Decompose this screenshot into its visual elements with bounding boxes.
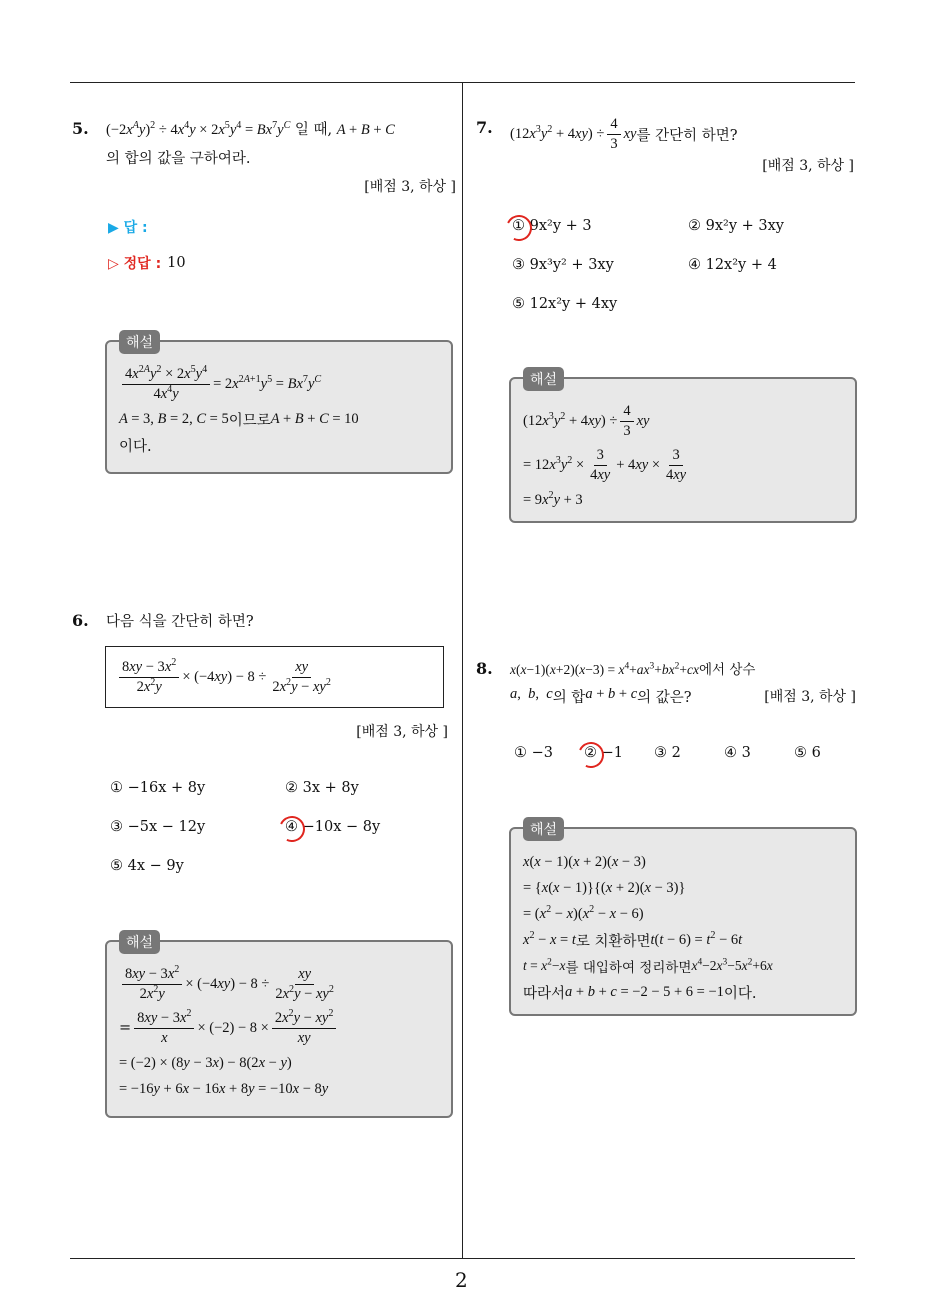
- solution-line: = {x(x − 1)}{(x + 2)(x − 3)}: [523, 879, 686, 896]
- choice-3[interactable]: ③ −5x − 12y: [110, 819, 206, 835]
- choice-3[interactable]: ③ 2: [654, 745, 681, 761]
- choice-2[interactable]: ② 9x²y + 3xy: [688, 218, 784, 234]
- solution-box-8: [509, 822, 857, 1016]
- selected-answer-circle: [502, 211, 535, 244]
- question-text: 다음 식을 간단히 하면?: [106, 614, 254, 630]
- solution-line: = $12x^3y^2$ × $\frac{3}{4xy}$ + 4xy × $\frac{3}{4xy}$: [523, 446, 687, 483]
- choice-4[interactable]: ④ 3: [724, 745, 751, 761]
- correct-label: ▷ 정답 :: [108, 256, 162, 272]
- solution-tag: 해설: [119, 330, 160, 354]
- solution-line: $t = x^2-x$ 를 대입하여 정리하면 $x^4-2x^3-5x^2+6x$: [523, 957, 773, 976]
- question-5: [72, 118, 456, 196]
- solution-line: 따라서 a + b + c = −2 − 5 + 6 = −1 이다.: [523, 983, 757, 1002]
- choice-5[interactable]: ⑤ 4x − 9y: [110, 858, 184, 874]
- choice-4[interactable]: ④ 12x²y + 4: [688, 257, 777, 273]
- score-label: [배점 3, 하상 ]: [364, 179, 456, 195]
- question-text-line2: a, b, c 의 합 a + b + c 의 값은? [배점 3, 하상 ]: [510, 686, 856, 706]
- score-label: [배점 3, 하상 ]: [764, 689, 856, 705]
- solution-tag: 해설: [523, 817, 564, 841]
- selected-answer-circle: [574, 738, 607, 771]
- choice-4[interactable]: ④ −10x − 8y: [285, 819, 381, 835]
- solution-line: 이다.: [119, 438, 152, 455]
- score-label: [배점 3, 하상 ]: [762, 158, 854, 174]
- question-text: 를 간단히 하면?: [636, 128, 738, 144]
- question-8: 8. $x(x-1)(x+2)(x-3) = x^4+ax^3+bx^2+cx$ 에서 상수 a, b, c 의 합 a + b + c 의 값은? [배점 3, 하상 ]: [476, 659, 856, 706]
- bottom-rule: [70, 1258, 855, 1259]
- selected-answer-circle: [275, 812, 308, 845]
- correct-value: 10: [167, 255, 186, 271]
- expression-box: $\frac{8xy - 3x^2}{2x^2y}$ × (−4xy) − 8 ÷ $\frac{xy}{2x^2y - xy^2}$: [105, 646, 444, 708]
- solution-line: = (−2) × (8y − 3x) − 8(2x − y): [119, 1054, 292, 1071]
- choice-3[interactable]: ③ 9x³y² + 3xy: [512, 257, 614, 273]
- answer-label: ▶ 답 :: [108, 220, 148, 236]
- question-number: 5.: [72, 119, 89, 138]
- solution-box-6: [105, 935, 453, 1118]
- solution-box-7: [509, 372, 857, 523]
- question-number: 8.: [476, 659, 493, 678]
- choice-1[interactable]: ① −16x + 8y: [110, 780, 206, 796]
- choice-2[interactable]: ② −1: [584, 745, 623, 761]
- correct-answer: [108, 253, 186, 273]
- choice-5[interactable]: ⑤ 12x²y + 4xy: [512, 296, 618, 312]
- solution-line: A = 3, B = 2, C = 5 이므로 A + B + C = 10: [119, 410, 359, 429]
- choice-5[interactable]: ⑤ 6: [794, 745, 821, 761]
- choice-1[interactable]: ① 9x²y + 3: [512, 218, 592, 234]
- solution-tag: 해설: [119, 930, 160, 954]
- solution-line: = $9x^2y + 3$: [523, 489, 583, 508]
- page-number: 2: [455, 1268, 468, 1292]
- question-text-line2: 의 합의 값을 구하여라.: [106, 151, 251, 167]
- question-6: [72, 610, 254, 631]
- solution-line: = −16y + 6x − 16x + 8y = −10x − 8y: [119, 1080, 329, 1097]
- choice-1[interactable]: ① −3: [514, 745, 553, 761]
- solution-line: $\frac{4x^{2A}y^2 \times 2x^5y^4}{4x^4y}$ = $2x^{2A+1}y^5 = Bx^7y^C$: [119, 362, 439, 406]
- question-number: 7.: [476, 118, 493, 137]
- score-label: [배점 3, 하상 ]: [356, 724, 448, 740]
- solution-line: = $(x^2 - x)(x^2 - x - 6)$: [523, 903, 644, 922]
- column-divider: [462, 83, 463, 1259]
- solution-tag: 해설: [523, 367, 564, 391]
- solution-line: $(12x^3y^2 + 4xy)$ ÷ $\frac{4}{3}$ xy: [523, 402, 650, 439]
- choice-2[interactable]: ② 3x + 8y: [285, 780, 359, 796]
- question-text: 에서 상수: [698, 662, 756, 678]
- solution-line: $x^2 - x = t$ 로 치환하면 $t(t - 6) = t^2 - 6t$: [523, 929, 743, 950]
- solution-box-5: [105, 335, 453, 474]
- solution-line: $\frac{8xy - 3x^2}{2x^2y}$ × (−4xy) − 8 ÷ $\frac{xy}{2x^2y - xy^2}$: [119, 962, 439, 1006]
- solution-line: x(x − 1)(x + 2)(x − 3): [523, 853, 646, 870]
- question-7: 7. $(12x^3y^2 + 4xy)$ ÷ $\frac{4}{3}$ xy 를 간단히 하면? [배점 3, 하상 ]: [476, 116, 854, 174]
- question-text: $(-2x^Ay)^2 \div 4x^4y \times 2x^5y^4 = Bx^7y^C$ 일 때, A + B + C: [106, 120, 395, 138]
- question-number: 6.: [72, 611, 89, 630]
- solution-line: = $\frac{8xy - 3x^2}{x}$ × (−2) − 8 × $\frac{2x^2y - xy^2}{xy}$: [119, 1006, 439, 1050]
